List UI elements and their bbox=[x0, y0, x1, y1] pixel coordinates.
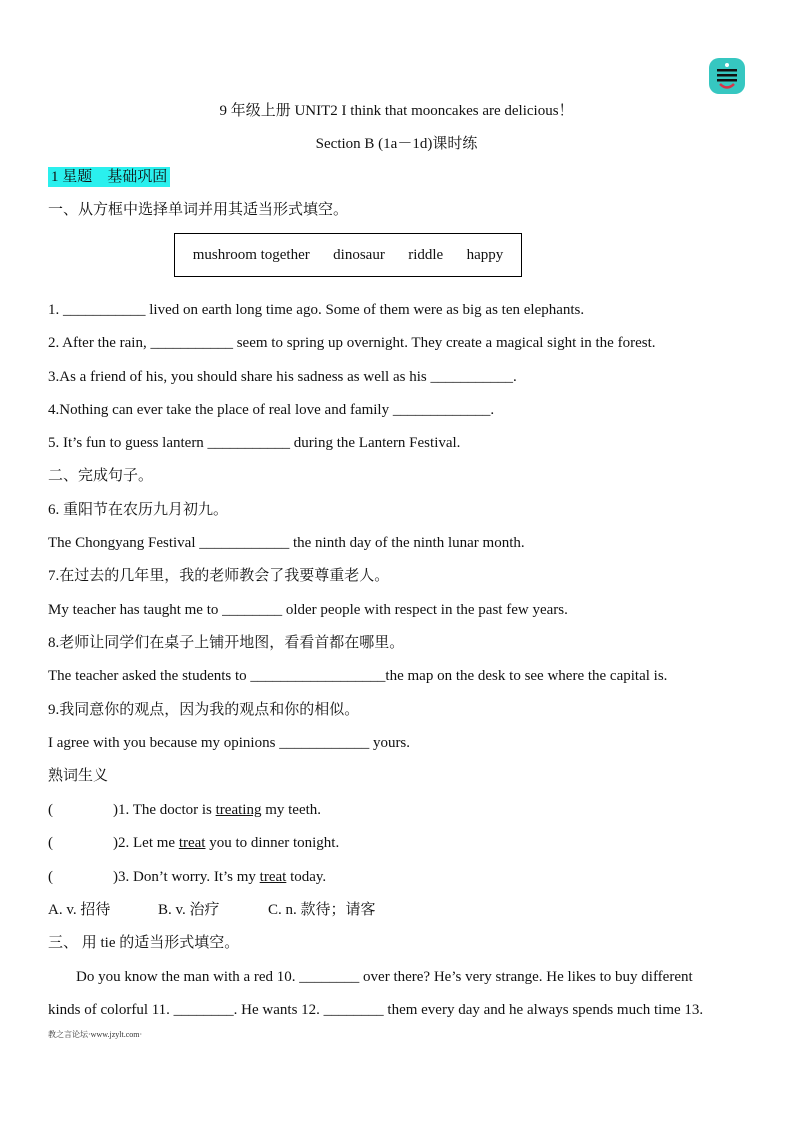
answer-bracket: ( ) bbox=[48, 835, 118, 851]
polysemy-heading: 熟词生义 bbox=[48, 768, 109, 784]
paragraph-line-1: Do you know the man with a red 10. ________ over there? He’s very strange. He likes to buy different bbox=[76, 969, 693, 985]
question-8-chinese: 8.老师让同学们在桌子上铺开地图，看看首都在哪里。 bbox=[48, 635, 405, 651]
option-a: A. v. 招待 bbox=[48, 902, 111, 918]
section1-heading: 一、从方框中选择单词并用其适当形式填空。 bbox=[48, 202, 349, 218]
question-3: 3.As a friend of his, you should share his sadness as well as his ___________. bbox=[48, 369, 517, 385]
worksheet-title: 9 年级上册 UNIT2 I think that mooncakes are delicious！ bbox=[219, 103, 574, 119]
question-5: 5. It’s fun to guess lantern ___________ during the Lantern Festival. bbox=[48, 435, 461, 451]
word-box-item: happy bbox=[466, 246, 504, 263]
section3-heading: 三、 用 tie 的适当形式填空。 bbox=[48, 935, 240, 951]
option-c: C. n. 款待；请客 bbox=[268, 902, 376, 918]
word-box-item: riddle bbox=[408, 246, 444, 263]
footer-watermark: 教之言论坛·www.jzylt.com· bbox=[48, 1030, 143, 1039]
question-2: 2. After the rain, ___________ seem to spring up overnight. They create a magical sight in the forest. bbox=[48, 335, 656, 351]
level-badge-text: 1 星题 基础巩固 bbox=[48, 167, 170, 187]
question-9-english: I agree with you because my opinions ____________ yours. bbox=[48, 735, 411, 751]
question-6-english: The Chongyang Festival ____________ the ninth day of the ninth lunar month. bbox=[48, 535, 525, 551]
question-6-chinese: 6. 重阳节在农历九月初九。 bbox=[48, 502, 229, 518]
question-7-chinese: 7.在过去的几年里，我的老师教会了我要尊重老人。 bbox=[48, 568, 390, 584]
polysemy-item: ( )1. The doctor is treating my teeth. bbox=[48, 802, 322, 818]
question-1: 1. ___________ lived on earth long time ago. Some of them were as big as ten elephants. bbox=[48, 302, 585, 318]
option-b: B. v. 治疗 bbox=[158, 902, 220, 918]
question-7-english: My teacher has taught me to ________ older people with respect in the past few years. bbox=[48, 602, 568, 618]
word-box-item: mushroom together bbox=[192, 246, 310, 263]
question-4: 4.Nothing can ever take the place of real love and family _____________. bbox=[48, 402, 495, 418]
level-badge bbox=[48, 167, 170, 187]
polysemy-item: ( )2. Let me treat you to dinner tonight. bbox=[48, 835, 340, 851]
menu-smile-icon bbox=[709, 58, 745, 94]
paragraph-line-2: kinds of colorful 11. ________. He wants 12. ________ them every day and he always spends much time 13. bbox=[48, 1002, 704, 1018]
worksheet-subtitle: Section B (1a－1d)课时练 bbox=[315, 136, 478, 152]
underlined-word: treat bbox=[259, 869, 287, 885]
answer-bracket: ( ) bbox=[48, 869, 118, 885]
word-box-item: dinosaur bbox=[333, 246, 385, 263]
polysemy-item: ( )3. Don’t worry. It’s my treat today. bbox=[48, 869, 327, 885]
section2-heading: 二、完成句子。 bbox=[48, 468, 154, 484]
answer-bracket: ( ) bbox=[48, 802, 118, 818]
word-box bbox=[174, 233, 522, 277]
underlined-word: treat bbox=[178, 835, 206, 851]
site-logo bbox=[709, 58, 745, 94]
underlined-word: treating bbox=[215, 802, 262, 818]
question-9-chinese: 9.我同意你的观点，因为我的观点和你的相似。 bbox=[48, 702, 360, 718]
question-8-english: The teacher asked the students to __________________the map on the desk to see where the capital is. bbox=[48, 668, 668, 684]
polysemy-options bbox=[48, 900, 376, 920]
